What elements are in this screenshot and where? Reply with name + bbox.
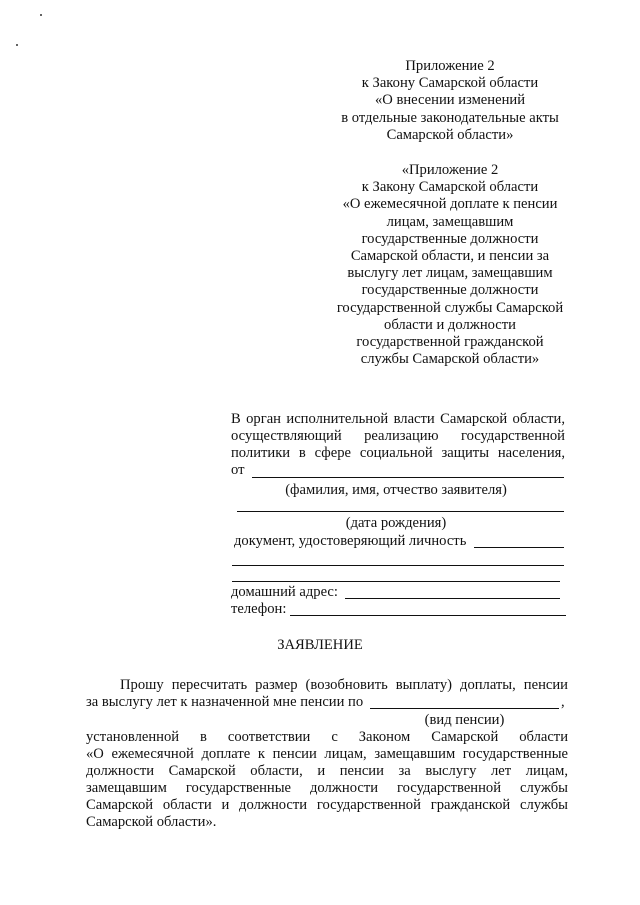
fio-continuation-line[interactable] <box>237 511 564 512</box>
statement-line-2-suffix: , <box>561 694 565 710</box>
annex-inner-line: к Закону Самарской области <box>361 179 539 196</box>
annex-inner-line: государственные должности <box>361 282 539 299</box>
statement-body-line: замещавшим государственные должности государственной службы <box>86 780 568 796</box>
document-continuation-line-1[interactable] <box>232 565 564 566</box>
from-label: от <box>231 462 245 478</box>
addressee-line-3: политики в сфере социальной защиты населения, <box>231 445 565 461</box>
annex-outer-line: в отдельные законодательные акты <box>341 109 559 126</box>
statement-line-2-prefix: за выслугу лет к назначенной мне пенсии по <box>86 694 364 710</box>
pension-type-field-line[interactable] <box>370 708 559 709</box>
annex-inner-line: лицам, замещавшим <box>386 213 514 230</box>
annex-outer-line: «О внесении изменений <box>374 92 526 109</box>
address-field-line[interactable] <box>345 598 560 599</box>
document-field-line[interactable] <box>474 547 564 548</box>
statement-title: ЗАЯВЛЕНИЕ <box>277 637 363 653</box>
statement-body-line: «О ежемесячной доплате к пенсии лицам, замещавшим государственные <box>86 746 568 762</box>
annex-inner-line: области и должности <box>384 316 516 333</box>
fio-caption: (фамилия, имя, отчество заявителя) <box>285 482 507 498</box>
annex-inner-line: службы Самарской области» <box>360 351 540 368</box>
annex-inner <box>320 162 580 368</box>
statement-last-line: Самарской области». <box>86 814 217 830</box>
annex-outer-line: к Закону Самарской области <box>361 75 539 92</box>
annex-inner-line: государственной гражданской <box>356 334 544 351</box>
annex-inner-line: «О ежемесячной доплате к пенсии <box>342 196 558 213</box>
pension-type-caption: (вид пенсии) <box>424 712 505 728</box>
fio-field-line[interactable] <box>252 477 564 478</box>
statement-body-line: Самарской области и должности государственной гражданской службы <box>86 797 568 813</box>
annex-outer-line: Приложение 2 <box>405 58 495 74</box>
annex-inner-line: Самарской области, и пенсии за <box>350 248 550 265</box>
statement-line-1: Прошу пересчитать размер (возобновить выплату) доплаты, пенсии <box>120 677 568 693</box>
phone-label: телефон: <box>231 601 287 617</box>
document-label: документ, удостоверяющий личность <box>234 533 467 549</box>
phone-field-line[interactable] <box>290 615 566 616</box>
statement-body-line: должности Самарской области, и пенсии за выслугу лет лицам, <box>86 763 568 779</box>
statement-body-line: установленной в соответствии с Законом Самарской области <box>86 729 568 745</box>
dob-caption: (дата рождения) <box>345 515 447 531</box>
addressee-line-2: осуществляющий реализацию государственной <box>231 428 565 444</box>
annex-inner-line: выслугу лет лицам, замещавшим <box>347 265 553 282</box>
addressee-line-1: В орган исполнительной власти Самарской области, <box>231 411 565 427</box>
annex-inner-line: «Приложение 2 <box>401 162 499 178</box>
address-label: домашний адрес: <box>231 584 338 600</box>
document-continuation-line-2[interactable] <box>232 581 560 582</box>
scan-speck <box>40 14 42 16</box>
scan-speck <box>16 44 18 46</box>
annex-outer-line: Самарской области» <box>386 126 514 143</box>
annex-inner-line: государственные должности <box>361 230 539 247</box>
annex-inner-line: государственной службы Самарской <box>336 299 564 316</box>
annex-outer <box>320 58 580 144</box>
